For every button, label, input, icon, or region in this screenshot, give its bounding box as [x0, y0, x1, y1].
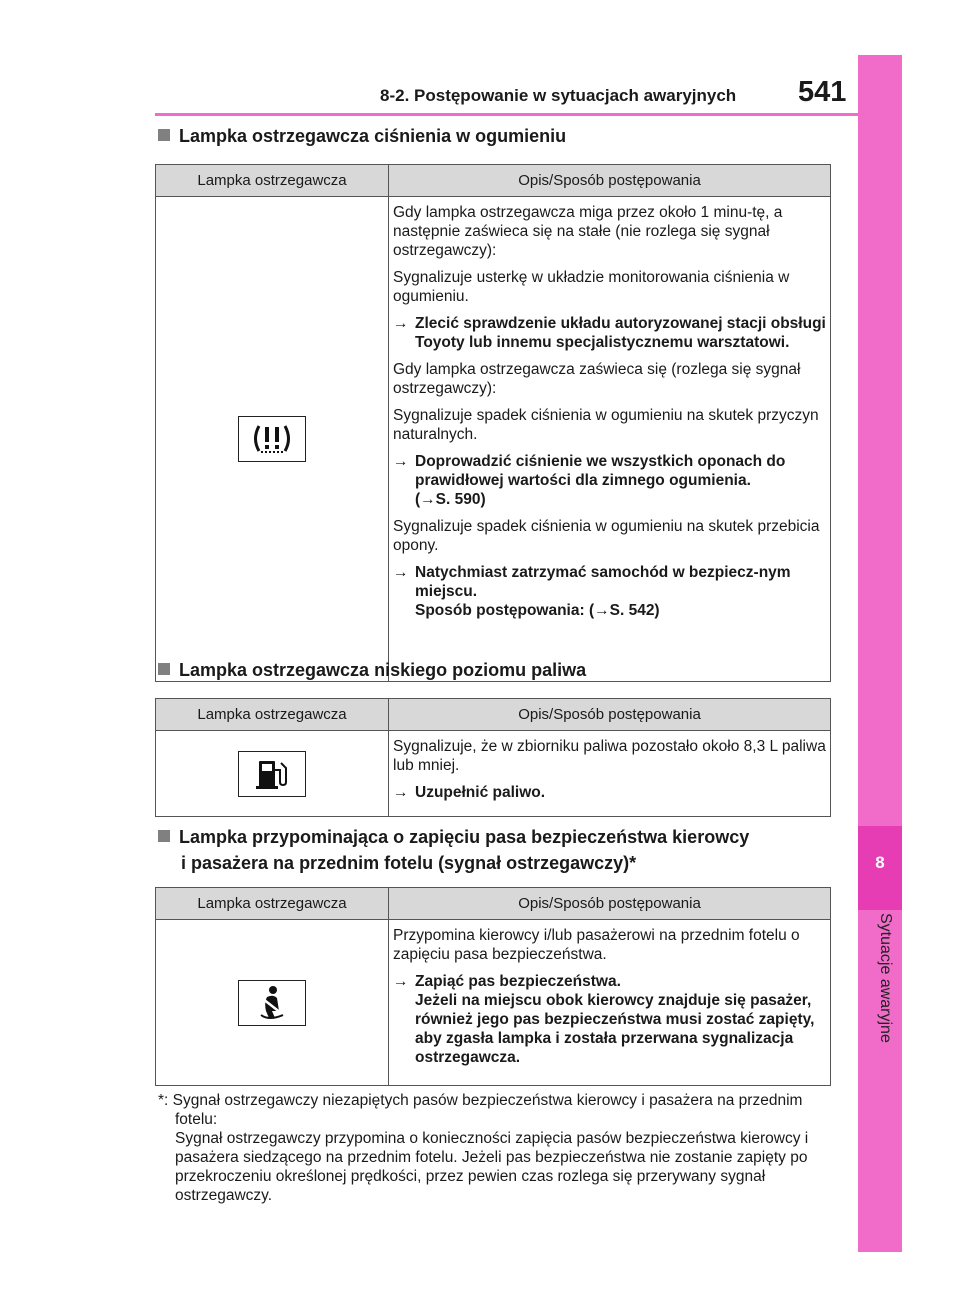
table-cell-icon	[156, 197, 389, 682]
fuel-table	[155, 698, 831, 817]
section-title-text: i pasażera na przednim fotelu (sygnał ostrzegawczy)*	[181, 853, 637, 873]
tire-pressure-table	[155, 164, 831, 682]
action-text: Zapiąć pas bezpieczeństwa.	[415, 973, 621, 990]
page-number: 541	[798, 76, 847, 108]
table-row	[156, 197, 831, 682]
fuel-pump-icon	[238, 751, 306, 797]
table-cell-description	[389, 731, 831, 817]
arrow-right-icon: →	[420, 491, 436, 508]
table-row	[156, 920, 831, 1086]
action-item	[393, 972, 826, 1067]
action-subtext: Sposób postępowania: (	[415, 602, 595, 619]
arrow-right-icon: →	[393, 784, 409, 801]
seatbelt-reminder-icon	[238, 980, 306, 1026]
arrow-right-icon: →	[393, 564, 409, 581]
action-text: Zlecić sprawdzenie układu autoryzowanej stacji obsługi Toyoty lub innemu specjalistycznemu warsztatowi.	[415, 315, 826, 351]
square-bullet-icon	[158, 830, 170, 842]
table-header-lamp: Lampka ostrzegawcza	[156, 888, 389, 920]
footnote-line: Sygnał ostrzegawczy przypomina o konieczności zapięcia pasów bezpieczeństwa kierowcy i pasażera siedzącego na przednim fotelu. Jeżeli pas bezpieczeństwa nie zostanie zapięty po przekroczeniu określonej prędkości, przez pewien czas rozlega się przerywany sygnał ostrzegawczy.	[175, 1130, 809, 1204]
action-item	[393, 563, 826, 620]
desc-paragraph: Gdy lampka ostrzegawcza zaświeca się (rozlega się sygnał ostrzegawczy):	[393, 361, 801, 397]
header-rule	[155, 113, 858, 116]
section-title-text: Lampka ostrzegawcza niskiego poziomu paliwa	[179, 660, 587, 680]
arrow-right-icon: →	[393, 973, 409, 990]
section-title-text: Lampka przypominająca o zapięciu pasa bezpieczeństwa kierowcy	[179, 827, 750, 847]
section-title-seatbelt	[158, 824, 749, 876]
tire-pressure-warning-icon	[238, 416, 306, 462]
seatbelt-table	[155, 887, 831, 1086]
action-text: Doprowadzić ciśnienie we wszystkich oponach do prawidłowej wartości dla zimnego ogumienia.	[415, 453, 786, 489]
table-cell-description	[389, 920, 831, 1086]
arrow-right-icon: →	[393, 315, 409, 332]
desc-paragraph: Gdy lampka ostrzegawcza miga przez około 1 minu-tę, a następnie zaświeca się na stałe (nie rozlega się sygnał ostrzegawczy):	[393, 204, 783, 259]
section-title-fuel	[158, 657, 586, 683]
table-row	[156, 731, 831, 817]
table-cell-description	[389, 197, 831, 682]
page-reference[interactable]: S. 542)	[609, 602, 660, 619]
page-header-title: 8-2. Postępowanie w sytuacjach awaryjnych	[380, 86, 737, 105]
desc-paragraph: Sygnalizuje spadek ciśnienia w ogumieniu na skutek przyczyn naturalnych.	[393, 407, 819, 443]
square-bullet-icon	[158, 663, 170, 675]
footnote	[158, 1091, 838, 1205]
action-item	[393, 783, 826, 802]
footnote-line: *: Sygnał ostrzegawczy niezapiętych pasów bezpieczeństwa kierowcy i pasażera na przednim fotelu:	[158, 1092, 803, 1128]
chapter-number: 8	[875, 853, 885, 872]
page-reference[interactable]: S. 590)	[435, 491, 486, 508]
section-title-text: Lampka ostrzegawcza ciśnienia w ogumieniu	[179, 126, 567, 146]
action-text: Natychmiast zatrzymać samochód w bezpiecz-nym miejscu.	[415, 564, 791, 600]
desc-paragraph: Sygnalizuje, że w zbiorniku paliwa pozostało około 8,3 L paliwa lub mniej.	[393, 738, 826, 774]
action-subtext: Jeżeli na miejscu obok kierowcy znajduje się pasażer, również jego pas bezpieczeństwa musi zostać zapięty, aby zgasła lampka i została przerwana sygnalizacja ostrzegawcza.	[415, 992, 815, 1066]
table-header-row	[156, 165, 831, 197]
table-header-lamp: Lampka ostrzegawcza	[156, 699, 389, 731]
table-header-description: Opis/Sposób postępowania	[389, 888, 831, 920]
square-bullet-icon	[158, 129, 170, 141]
table-header-row	[156, 699, 831, 731]
table-header-description: Opis/Sposób postępowania	[389, 165, 831, 197]
desc-paragraph: Przypomina kierowcy i/lub pasażerowi na przednim fotelu o zapięciu pasa bezpieczeństwa.	[393, 927, 800, 963]
section-title-tire-pressure	[158, 123, 566, 149]
table-cell-icon	[156, 920, 389, 1086]
arrow-right-icon: →	[594, 602, 610, 619]
action-item	[393, 314, 826, 352]
desc-paragraph: Sygnalizuje usterkę w układzie monitorowania ciśnienia w ogumieniu.	[393, 269, 790, 305]
arrow-right-icon: →	[393, 453, 409, 470]
desc-paragraph: Sygnalizuje spadek ciśnienia w ogumieniu na skutek przebicia opony.	[393, 518, 820, 554]
table-header-description: Opis/Sposób postępowania	[389, 699, 831, 731]
table-header-lamp: Lampka ostrzegawcza	[156, 165, 389, 197]
table-cell-icon	[156, 731, 389, 817]
chapter-label: Sytuacje awaryjne	[877, 913, 894, 1043]
action-text: Uzupełnić paliwo.	[415, 784, 546, 801]
action-item: → Doprowadzić ciśnienie we wszystkich oponach do prawidłowej wartości dla zimnego ogumienia. (→S. 590)	[393, 453, 786, 508]
table-header-row	[156, 888, 831, 920]
